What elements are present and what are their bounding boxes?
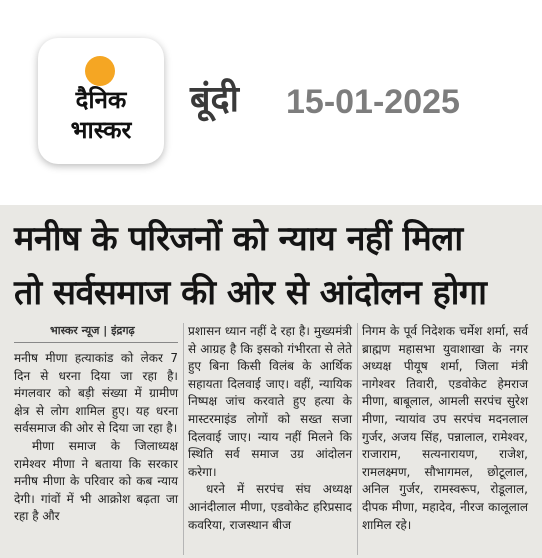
article-column-3	[362, 323, 528, 534]
article-column-1	[14, 350, 178, 526]
page-header	[0, 0, 542, 190]
headline-line1: मनीष के परिजनों को न्याय नहीं मिला	[14, 219, 463, 259]
dateline-rule	[14, 342, 178, 343]
logo-text-line1: दैनिक	[75, 86, 127, 114]
col2-paragraph-1: प्रशासन ध्यान नहीं दे रहा है। मुख्यमंत्री से आग्रह है कि इसको गंभीरता से लेते हुए बिना किसी विलंब के आर्थिक सहायता दिलवाई जाए। वहीं, न्यायिक निष्पक्ष जांच करवाते हुए हत्या के मास्टरमाइंड लोगों को सख्त सजा दिलवाई जाए। न्याय नहीं मिलने कि स्थिति सर्व समाज उग्र आंदोलन करेगा।	[188, 324, 352, 479]
edition-date: 15-01-2025	[286, 83, 460, 121]
dainik-bhaskar-logo	[38, 38, 164, 164]
col3-paragraph-1: निगम के पूर्व निदेशक चर्मेश शर्मा, सर्व ब्राह्मण महासभा युवाशाखा के नगर अध्यक्ष पीयूष शर्मा, जिला मंत्री नागेश्वर तिवारी, एडवोकेट हेमराज मीणा, बाबूलाल, आमली सरपंच सुरेश मीणा, न्यायांव उप सरपंच मदनलाल गुर्जर, अजय सिंह, पन्नालाल, रामेश्वर, राजाराम, सत्यनारायण, राजेश, रामलक्ष्मण, सौभागमल, छोटूलाल, अनिल गुर्जर, रामस्वरूप, रोडूलाल, दीपक मीणा, महादेव, नीरज कालूलाल शामिल रहे।	[362, 324, 528, 532]
city-name: बूंदी	[190, 79, 239, 120]
column-divider-1	[183, 323, 184, 555]
col2-paragraph-2: धरने में सरपंच संघ अध्यक्ष आनंदीलाल मीणा, एडवोकेट हरिप्रसाद कवरिया, राजस्थान बीज	[188, 482, 352, 532]
headline-line2: तो सर्वसमाज की ओर से आंदोलन होगा	[14, 273, 487, 313]
col1-paragraph-1: मनीष मीणा हत्याकांड को लेकर 7 दिन से धरना दिया जा रहा है। मंगलवार को बड़ी संख्या में ग्रामीण क्षेत्र से लोग शामिल हुए। यह धरना सर्वसमाज की ओर से दिया जा रहा है।	[14, 351, 178, 436]
dateline: भास्कर न्यूज | इंद्रगढ़	[50, 324, 135, 337]
sun-logo-icon	[85, 56, 115, 86]
article-column-2	[188, 323, 352, 534]
col1-paragraph-2: मीणा समाज के जिलाध्यक्ष रामेश्वर मीणा ने बताया कि सरकार मनीष मीणा के परिवार को कब न्याय देगी। गांवों में भी आक्रोश बढ़ता जा रहा है और	[14, 438, 178, 524]
logo-text-line2: भास्कर	[70, 116, 132, 144]
column-divider-2	[357, 323, 358, 555]
